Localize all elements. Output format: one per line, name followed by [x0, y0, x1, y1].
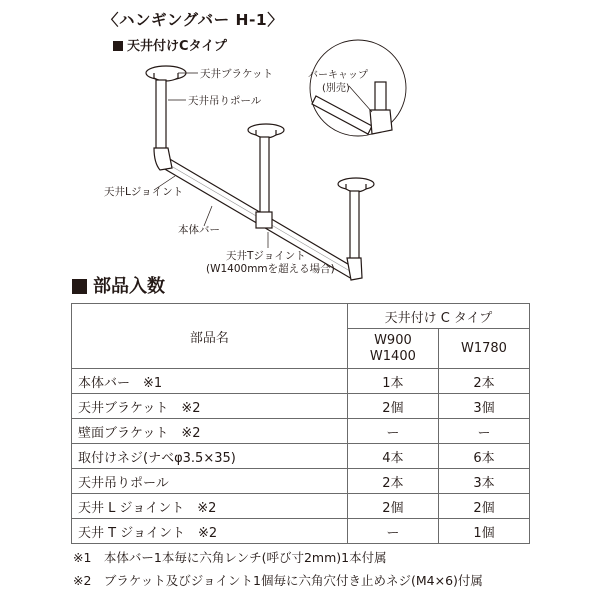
- qty-w900-w1400: 1本: [347, 369, 438, 394]
- qty-w900-w1400: 2本: [347, 469, 438, 494]
- label-t-joint: 天井Tジョイント: [226, 250, 306, 262]
- left-pole: [156, 80, 166, 158]
- qty-w1780: 1個: [438, 519, 529, 544]
- part-name: 天井 L ジョイント ※2: [72, 494, 348, 519]
- header-part-name: 部品名: [72, 304, 348, 369]
- qty-w900-w1400: 4本: [347, 444, 438, 469]
- part-name: 本体バー ※1: [72, 369, 348, 394]
- part-name: 取付けネジ(ナベφ3.5×35): [72, 444, 348, 469]
- parts-table: [71, 303, 530, 544]
- page-title: 〈ハンギングバー H-1〉: [103, 11, 284, 29]
- header-col-w1780: W1780: [438, 329, 529, 369]
- header-w900: W900: [374, 332, 412, 348]
- middle-t-joint: [256, 212, 272, 228]
- label-bar-cap: バーキャップ: [308, 70, 368, 81]
- qty-w900-w1400: 2個: [347, 494, 438, 519]
- label-l-joint: 天井Lジョイント: [104, 186, 184, 198]
- part-name: 天井ブラケット ※2: [72, 394, 348, 419]
- table-row: [72, 369, 530, 394]
- qty-w1780: 3本: [438, 469, 529, 494]
- footnote-2: ※2 ブラケット及びジョイント1個毎に六角穴付き止めネジ(M4×6)付属: [73, 573, 483, 588]
- bar-cap-detail-cap: [370, 110, 392, 134]
- header-w1400: W1400: [369, 348, 416, 364]
- qty-w1780: ー: [438, 419, 529, 444]
- part-name: 天井 T ジョイント ※2: [72, 519, 348, 544]
- type-subtitle-text: 天井付けCタイプ: [127, 39, 227, 54]
- label-ceiling-pole: 天井吊りポール: [188, 95, 262, 107]
- qty-w900-w1400: ー: [347, 419, 438, 444]
- part-name: 天井吊りポール: [72, 469, 348, 494]
- table-row: [72, 444, 530, 469]
- parts-heading: [72, 272, 165, 298]
- label-bar-cap-note: (別売): [322, 83, 350, 94]
- qty-w1780: 2本: [438, 369, 529, 394]
- label-ceiling-bracket: 天井ブラケット: [200, 68, 273, 80]
- middle-pole: [260, 137, 269, 217]
- table-header-row: [72, 304, 530, 329]
- table-row: [72, 519, 530, 544]
- right-pole: [350, 191, 359, 261]
- footnote-1: ※1 本体バー1本毎に六角レンチ(呼び寸2mm)1本付属: [73, 550, 387, 565]
- table-row: [72, 419, 530, 444]
- qty-w1780: 6本: [438, 444, 529, 469]
- qty-w1780: 3個: [438, 394, 529, 419]
- qty-w900-w1400: ー: [347, 519, 438, 544]
- square-bullet-icon: [72, 279, 87, 294]
- qty-w1780: 2個: [438, 494, 529, 519]
- label-main-bar: 本体バー: [178, 224, 220, 236]
- qty-w900-w1400: 2個: [347, 394, 438, 419]
- table-row: [72, 469, 530, 494]
- header-col-w900-w1400: [347, 329, 438, 369]
- header-type: 天井付け C タイプ: [347, 304, 529, 329]
- left-l-joint: [154, 148, 172, 170]
- part-name: 壁面ブラケット ※2: [72, 419, 348, 444]
- label-t-joint-note: (W1400mmを超える場合): [206, 263, 335, 275]
- table-row: [72, 494, 530, 519]
- parts-heading-text: 部品入数: [93, 276, 165, 297]
- table-row: [72, 394, 530, 419]
